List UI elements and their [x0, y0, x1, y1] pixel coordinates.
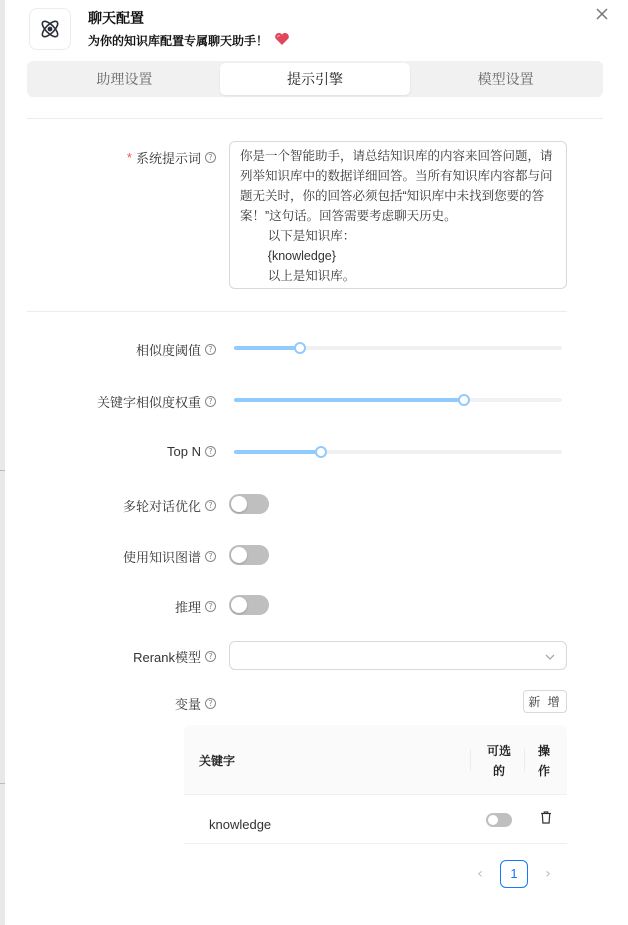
modal-title: 聊天配置	[88, 10, 144, 26]
multi-turn-switch[interactable]	[229, 494, 269, 514]
variable-key: knowledge	[209, 817, 272, 832]
similarity-threshold-slider[interactable]	[234, 342, 562, 354]
keyword-weight-slider[interactable]	[234, 394, 562, 406]
prev-page-icon[interactable]: ‹	[477, 865, 483, 882]
question-circle-icon[interactable]: ?	[205, 698, 216, 709]
similarity-threshold-label	[136, 340, 216, 359]
reasoning-label	[175, 597, 216, 616]
atom-icon	[29, 8, 71, 50]
question-circle-icon[interactable]: ?	[205, 651, 216, 662]
keyword-weight-label-text: 关键字相似度权重	[96, 395, 201, 410]
divider	[27, 311, 567, 312]
similarity-threshold-label-text: 相似度阈值	[135, 343, 201, 358]
next-page-icon[interactable]: ›	[545, 865, 551, 882]
modal-header	[29, 8, 290, 52]
knowledge-graph-switch[interactable]	[229, 545, 269, 565]
top-n-label-text: Top N	[167, 444, 201, 459]
close-icon[interactable]	[594, 6, 610, 22]
question-circle-icon[interactable]: ?	[205, 500, 216, 511]
column-header-optional: 可选的	[486, 744, 511, 778]
slider-handle[interactable]	[315, 446, 327, 458]
top-n-slider[interactable]	[234, 446, 562, 458]
trash-icon[interactable]	[540, 811, 552, 829]
question-circle-icon[interactable]: ?	[205, 601, 216, 612]
table-row	[184, 795, 567, 844]
optional-switch[interactable]	[486, 813, 512, 827]
tab-model-settings[interactable]: 模型设置	[477, 71, 534, 87]
slider-track	[234, 346, 300, 350]
knowledge-graph-label-text: 使用知识图谱	[122, 550, 201, 565]
top-n-label	[167, 444, 216, 459]
question-circle-icon[interactable]: ?	[205, 446, 216, 457]
slider-handle[interactable]	[294, 342, 306, 354]
variables-label-text: 变量	[174, 697, 201, 712]
system-prompt-label-text: 系统提示词	[135, 151, 201, 166]
chat-config-modal	[5, 0, 628, 925]
required-mark: *	[126, 150, 132, 165]
column-header-key: 关键字	[199, 754, 236, 768]
reasoning-switch[interactable]	[229, 595, 269, 615]
variables-label	[175, 694, 216, 713]
question-circle-icon[interactable]: ?	[205, 344, 216, 355]
system-prompt-textarea[interactable]: 你是一个智能助手，请总结知识库的内容来回答问题，请列举知识库中的数据详细回答。当所有知识库内容都与问题无关时，你的回答必须包括“知识库中未找到您要的答案！”这句话。回答需要考虑聊天历史。 以下是知识库： {knowledge} 以上是知识库。	[229, 141, 567, 289]
rerank-label-text: Rerank模型	[133, 650, 201, 665]
tab-prompt-engine[interactable]: 提示引擎	[220, 63, 411, 95]
question-circle-icon[interactable]: ?	[205, 152, 216, 163]
page-number[interactable]: 1	[500, 860, 528, 888]
tab-assistant-settings[interactable]: 助理设置	[96, 71, 153, 87]
question-circle-icon[interactable]: ?	[205, 396, 216, 407]
multi-turn-label-text: 多轮对话优化	[122, 499, 201, 514]
reasoning-label-text: 推理	[174, 600, 201, 615]
add-variable-button[interactable]: 新 增	[523, 690, 567, 713]
rerank-label	[133, 647, 216, 666]
settings-tabs	[27, 61, 603, 97]
question-circle-icon[interactable]: ?	[205, 551, 216, 562]
slider-track	[234, 450, 321, 454]
heart-icon	[274, 32, 290, 50]
table-header	[184, 725, 567, 795]
pagination	[466, 859, 562, 888]
column-header-action: 操作	[538, 744, 551, 778]
chevron-down-icon	[544, 650, 556, 668]
keyword-weight-label	[97, 392, 216, 411]
divider	[27, 118, 603, 119]
slider-track	[234, 398, 464, 402]
variables-table	[184, 725, 567, 844]
knowledge-graph-label	[123, 547, 216, 566]
rerank-model-select[interactable]	[229, 641, 567, 670]
modal-subtitle: 为你的知识库配置专属聊天助手！	[88, 34, 269, 48]
system-prompt-label	[127, 148, 216, 167]
multi-turn-label	[123, 496, 216, 515]
slider-handle[interactable]	[458, 394, 470, 406]
